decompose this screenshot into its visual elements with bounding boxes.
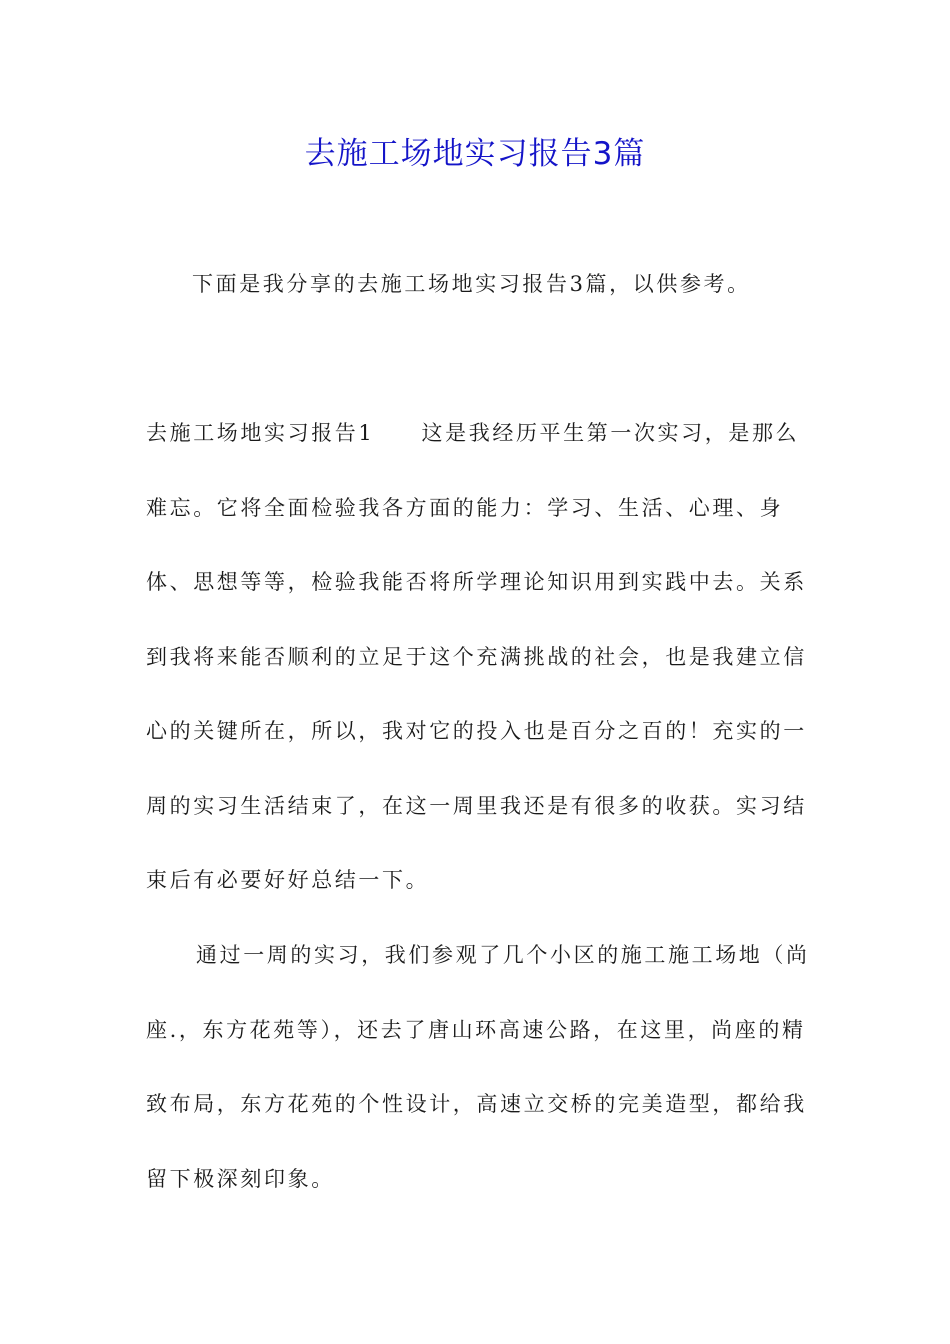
paragraph-2-text: 通过一周的实习，我们参观了几个小区的施工施工场地（尚座.，东方花苑等），还去了唐山环高速公路，在这里，尚座的精致布局，东方花苑的个性设计，高速立交桥的完美造型，都给我留下极深刻印象。 — [146, 943, 810, 1191]
report-paragraph-1 — [146, 396, 816, 918]
document-title: 去施工场地实习报告3篇 — [304, 136, 646, 172]
report-paragraph-2 — [146, 918, 816, 1216]
intro-text: 下面是我分享的去施工场地实习报告3篇，以供参考。 — [192, 272, 751, 296]
intro-paragraph — [146, 247, 816, 322]
paragraph-1-text: 去施工场地实习报告1 这是我经历平生第一次实习，是那么难忘。它将全面检验我各方面的能力：学习、生活、心理、身体、思想等等，检验我能否将所学理论知识用到实践中去。关系到我将来能否顺利的立足于这个充满挑战的社会，也是我建立信心的关键所在，所以，我对它的投入也是百分之百的！充实的一周的实习生活结束了，在这一周里我还是有很多的收获。实习结束后有必要好好总结一下。 — [146, 421, 807, 892]
